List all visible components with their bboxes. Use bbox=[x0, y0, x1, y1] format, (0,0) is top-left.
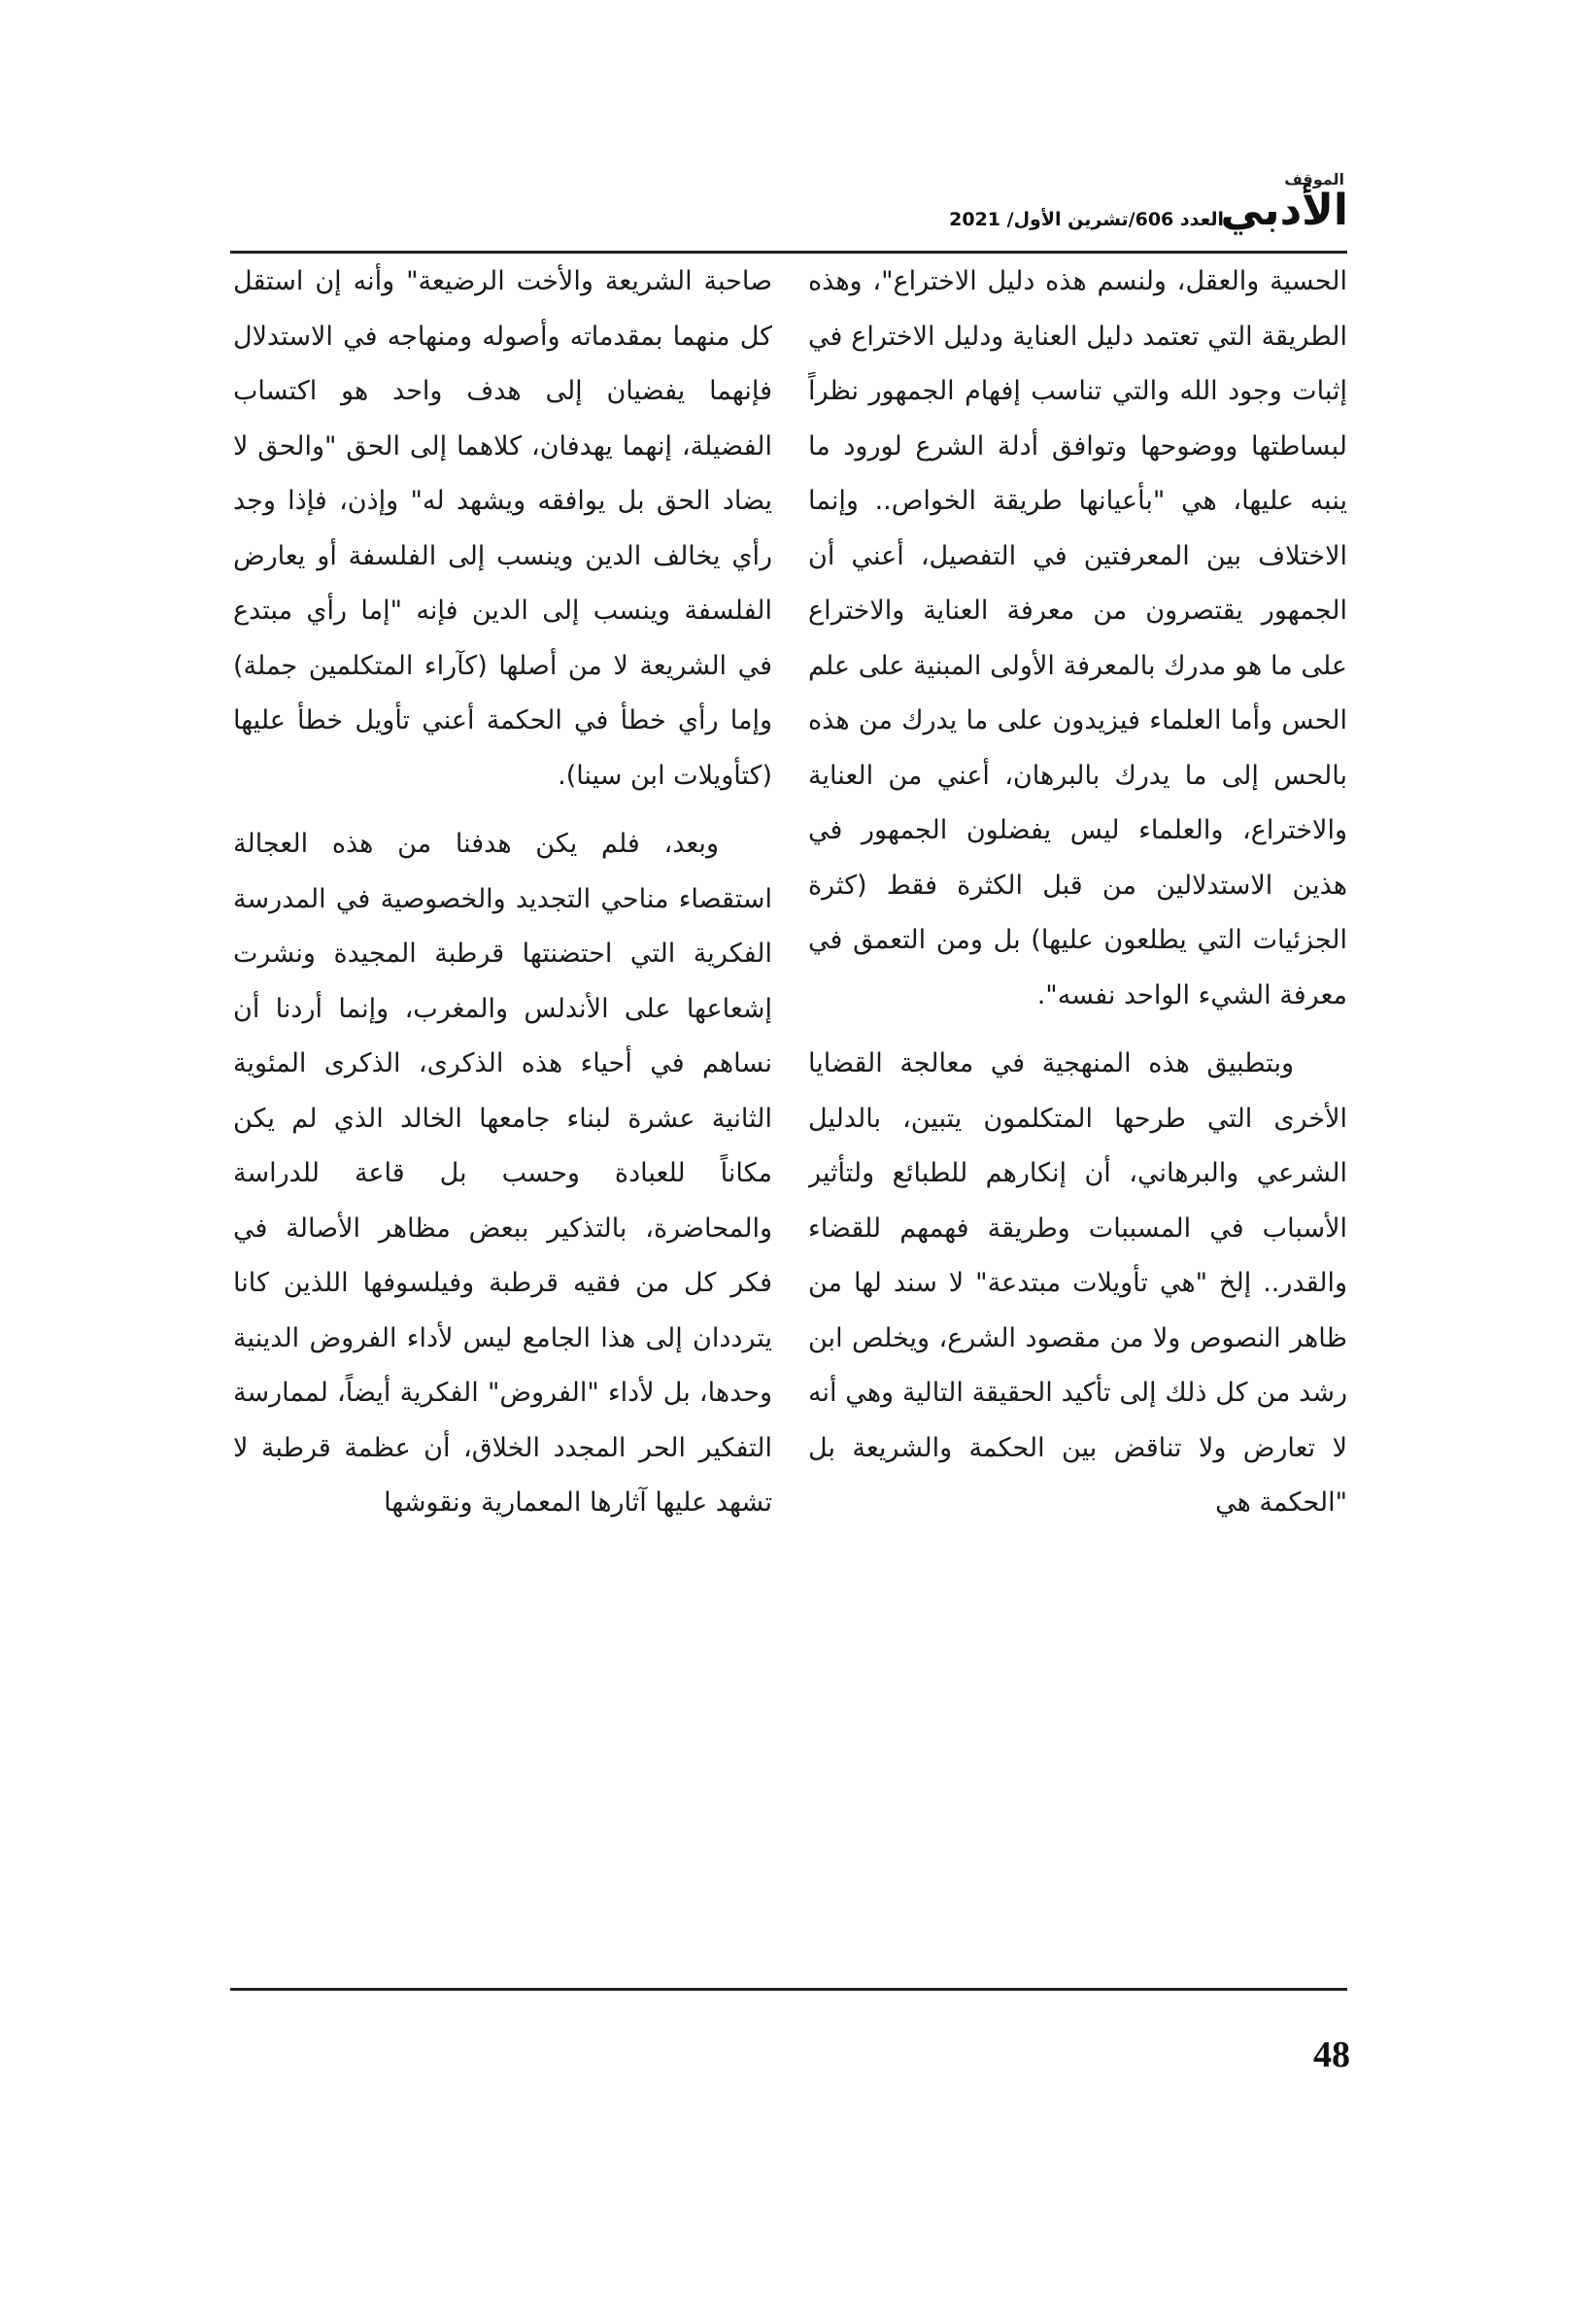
bottom-rule bbox=[230, 1988, 1347, 1991]
paragraph: وبعد، فلم يكن هدفنا من هذه العجالة استقصاء مناحي التجديد والخصوصية في المدرسة الفكرية التي احتضنتها قرطبة المجيدة ونشرت إشعاعها على الأندلس والمغرب، وإنما أردنا أن نساهم في أحياء هذه الذكرى، الذكرى المئوية الثانية عشرة لبناء جامعها الخالد الذي لم يكن مكاناً للعبادة وحسب بل قاعة للدراسة والمحاضرة، بالتذكير ببعض مظاهر الأصالة في فكر كل من فقيه قرطبة وفيلسوفها اللذين كانا يترددان إلى هذا الجامع ليس لأداء الفروض الدينية وحدها، بل لأداء "الفروض" الفكرية أيضاً، لممارسة التفكير الحر المجدد الخلاق، أن عظمة قرطبة لا تشهد عليها آثارها المعمارية ونقوشها bbox=[233, 829, 772, 1518]
page-header bbox=[949, 170, 1348, 246]
top-rule bbox=[230, 251, 1347, 254]
magazine-logo bbox=[1220, 170, 1348, 246]
text-column-right bbox=[808, 255, 1347, 1979]
text-column-left bbox=[233, 255, 772, 1979]
page-number: 48 bbox=[1313, 2034, 1350, 2075]
issue-info: العدد 606/تشرين الأول/ 2021 bbox=[949, 209, 1224, 230]
paragraph: صاحبة الشريعة والأخت الرضيعة" وأنه إن استقل كل منهما بمقدماته وأصوله ومنهاجه في الاستدلال فإنهما يفضيان إلى هدف واحد هو اكتساب الفضيلة، إنهما يهدفان، كلاهما إلى الحق "والحق لا يضاد الحق بل يوافقه ويشهد له" وإذن، فإذا وجد رأي يخالف الدين وينسب إلى الفلسفة أو يعارض الفلسفة وينسب إلى الدين فإنه "إما رأي مبتدع في الشريعة لا من أصلها (كآراء المتكلمين جملة) وإما رأي خطأ في الحكمة أعني تأويل خطأ عليها (كتأويلات ابن سينا). bbox=[233, 266, 772, 791]
logo-small-text: الموقف bbox=[1284, 170, 1344, 188]
paragraph: وبتطبيق هذه المنهجية في معالجة القضايا الأخرى التي طرحها المتكلمون يتبين، بالدليل الشرعي والبرهاني، أن إنكارهم للطبائع ولتأثير الأسباب في المسببات وطريقة فهمهم للقضاء والقدر.. إلخ "هي تأويلات مبتدعة" لا سند لها من ظاهر النصوص ولا من مقصود الشرع، ويخلص ابن رشد من كل ذلك إلى تأكيد الحقيقة التالية وهي أنه لا تعارض ولا تناقض بين الحكمة والشريعة بل "الحكمة هي bbox=[808, 1048, 1347, 1518]
paragraph: الحسية والعقل، ولنسم هذه دليل الاختراع"، وهذه الطريقة التي تعتمد دليل العناية ودليل الاختراع في إثبات وجود الله والتي تناسب إفهام الجمهور نظراً لبساطتها ووضوحها وتوافق أدلة الشرع لورود ما ينبه عليها، هي "بأعيانها طريقة الخواص.. وإنما الاختلاف بين المعرفتين في التفصيل، أعني أن الجمهور يقتصرون من معرفة العناية والاختراع على ما هو مدرك بالمعرفة الأولى المبنية على علم الحس وأما العلماء فيزيدون على ما يدرك من هذه بالحس إلى ما يدرك بالبرهان، أعني من العناية والاختراع، والعلماء ليس يفضلون الجمهور في هذين الاستدلالين من قبل الكثرة فقط (كثرة الجزئيات التي يطلعون عليها) بل ومن التعمق في معرفة الشيء الواحد نفسه". bbox=[808, 266, 1347, 1010]
logo-big-text: الأدبي bbox=[1220, 186, 1348, 235]
